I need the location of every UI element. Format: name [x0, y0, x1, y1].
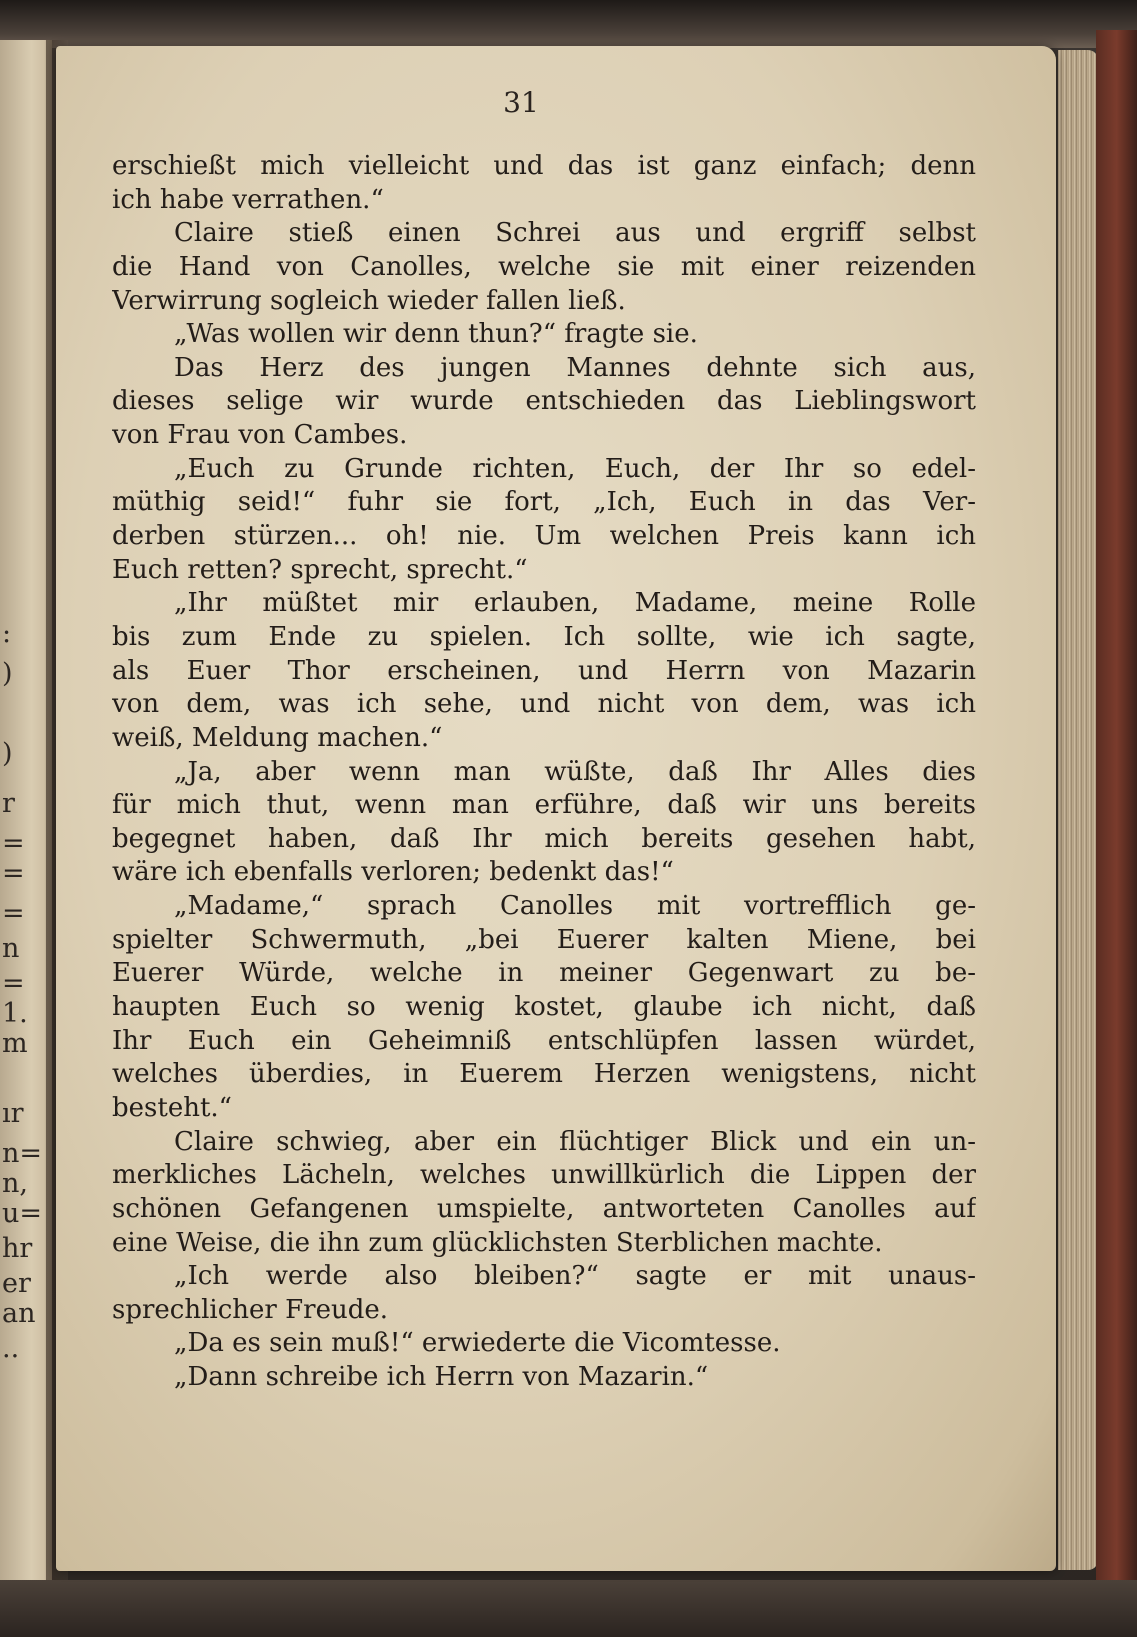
book-top-edge [0, 0, 1137, 48]
text-line: Verwirrung sogleich wieder fallen ließ. [112, 285, 626, 316]
left-page-fragment: m [2, 1028, 28, 1059]
text-line: bis zum Ende zu spielen. Ich sollte, wie ich sagte, [112, 621, 976, 652]
book-bottom-edge [0, 1580, 1137, 1637]
left-page-fragment: ) [2, 738, 13, 769]
page-text [112, 150, 976, 1395]
left-page-fragment: .. [2, 1333, 20, 1364]
left-page-fragment: = [2, 898, 25, 929]
text-line: besteht.“ [112, 1092, 232, 1123]
text-line: Ihr Euch ein Geheimniß entschlüpfen lassen würdet, [112, 1025, 976, 1056]
text-line: merkliches Lächeln, welches unwillkürlich die Lippen der [112, 1160, 976, 1191]
text-line: eine Weise, die ihn zum glücklichsten Sterblichen machte. [112, 1227, 883, 1258]
text-line: wäre ich ebenfalls verloren; bedenkt das!“ [112, 857, 674, 888]
text-line: spielter Schwermuth, „bei Euerer kalten Miene, bei [112, 924, 976, 955]
left-page-fragment: n, [2, 1168, 28, 1199]
previous-page-edge [0, 40, 52, 1600]
text-line: „Ich werde also bleiben?“ sagte er mit unaus- [174, 1261, 976, 1292]
left-page-fragment: = [2, 828, 25, 859]
text-line: Das Herz des jungen Mannes dehnte sich aus, [174, 352, 976, 383]
text-line: als Euer Thor erscheinen, und Herrn von Mazarin [112, 655, 976, 686]
text-line: ich habe verrathen.“ [112, 184, 384, 215]
text-line: „Da es sein muß!“ erwiederte die Vicomtesse. [174, 1328, 781, 1359]
text-line: welches überdies, in Euerem Herzen wenigstens, nicht [112, 1059, 976, 1090]
left-page-fragment: r [2, 788, 15, 819]
text-line: „Was wollen wir denn thun?“ fragte sie. [174, 319, 698, 350]
text-line: müthig seid!“ fuhr sie fort, „Ich, Euch in das Ver- [112, 487, 976, 518]
left-page-fragment: ) [2, 658, 13, 689]
text-line: weiß, Meldung machen.“ [112, 722, 443, 753]
text-line: „Ja, aber wenn man wüßte, daß Ihr Alles dies [174, 756, 976, 787]
text-line: Euerer Würde, welche in meiner Gegenwart zu be- [112, 958, 976, 989]
text-line: „Madame,“ sprach Canolles mit vortrefflich ge- [174, 891, 976, 922]
text-line: sprechlicher Freude. [112, 1294, 389, 1325]
left-page-fragment: 1. [2, 998, 28, 1029]
text-line: „Euch zu Grunde richten, Euch, der Ihr so edel- [174, 453, 976, 484]
book-cover [1096, 30, 1137, 1610]
left-page-fragment: = [2, 968, 25, 999]
left-page-fragment: n= [2, 1138, 43, 1169]
text-line: für mich thut, wenn man erführe, daß wir uns bereits [112, 790, 976, 821]
left-page-fragment: = [2, 858, 25, 889]
left-page-fragment: n [2, 933, 20, 964]
text-line: von Frau von Cambes. [112, 420, 408, 451]
page-number: 31 [503, 86, 539, 119]
text-line: derben stürzen... oh! nie. Um welchen Preis kann ich [112, 521, 976, 552]
left-page-fragment: u= [2, 1198, 43, 1229]
text-line: die Hand von Canolles, welche sie mit einer reizenden [112, 251, 976, 282]
text-line: dieses selige wir wurde entschieden das Lieblingswort [112, 386, 976, 417]
text-line: schönen Gefangenen umspielte, antworteten Canolles auf [112, 1193, 976, 1224]
text-line: „Dann schreibe ich Herrn von Mazarin.“ [174, 1362, 709, 1393]
text-line: haupten Euch so wenig kostet, glaube ich nicht, daß [112, 992, 976, 1023]
left-page-fragment: er [2, 1268, 31, 1299]
text-line: erschießt mich vielleicht und das ist ganz einfach; denn [112, 151, 976, 181]
left-page-fragment: ır [2, 1098, 24, 1129]
book-page [56, 46, 1056, 1571]
text-line: Euch retten? sprecht, sprecht.“ [112, 554, 528, 585]
text-line: Claire stieß einen Schrei aus und ergriff selbst [174, 218, 976, 249]
text-line: von dem, was ich sehe, und nicht von dem, was ich [112, 689, 976, 720]
left-page-fragment: : [2, 618, 12, 649]
text-line: begegnet haben, daß Ihr mich bereits gesehen habt, [112, 823, 976, 854]
text-line: Claire schwieg, aber ein flüchtiger Blick und ein un- [174, 1126, 976, 1157]
left-page-fragment: an [2, 1298, 36, 1329]
text-line: „Ihr müßtet mir erlauben, Madame, meine Rolle [174, 588, 976, 619]
page-edges [1058, 50, 1098, 1570]
left-page-fragment: hr [2, 1233, 33, 1264]
